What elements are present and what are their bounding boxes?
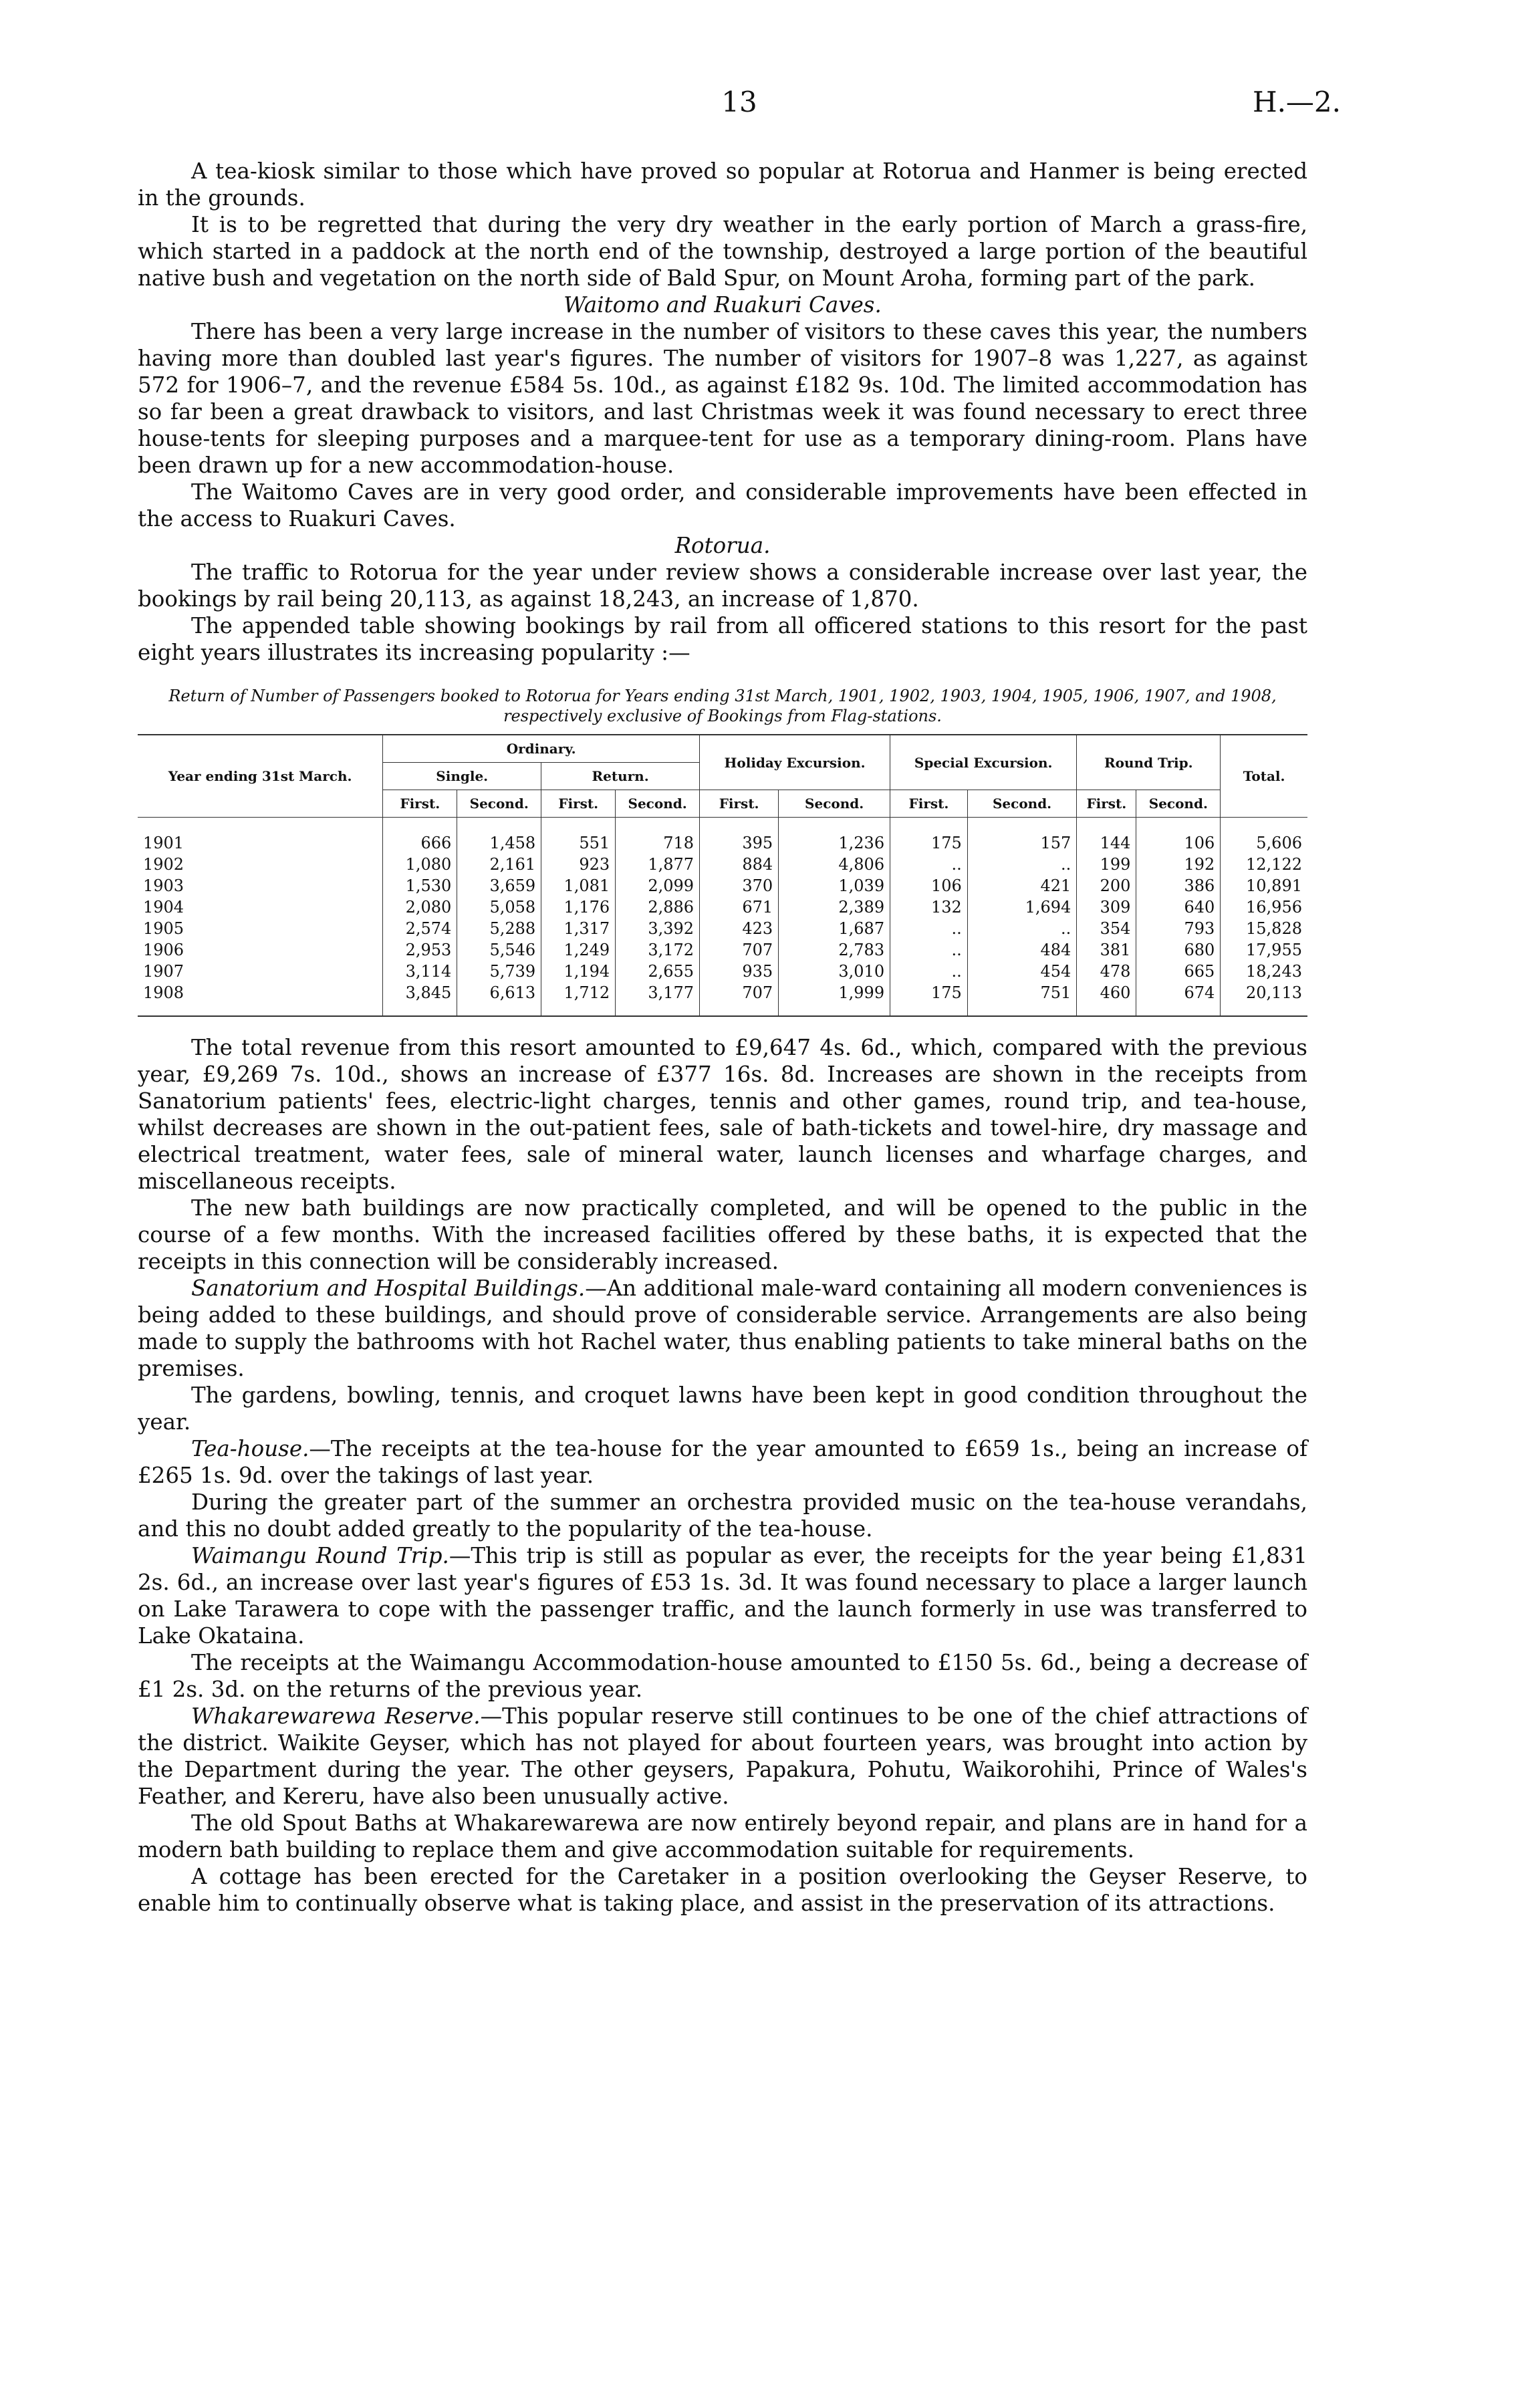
paragraph: The new bath buildings are now practically completed, and will be opened to the public in the course of a few months. With the increased facilities offered by these baths, it is expected that the receipts in this connection will be considerably increased.: [138, 1195, 1307, 1274]
table-row: [138, 982, 1307, 1016]
table-cell: ..: [967, 854, 1077, 875]
year-cell: 1906: [138, 939, 383, 961]
table-cell: 935: [700, 961, 779, 982]
total-cell: 5,606: [1221, 818, 1307, 854]
column-header-first: First.: [383, 790, 457, 818]
year-cell: 1905: [138, 918, 383, 939]
column-header-second: Second.: [779, 790, 890, 818]
paragraph: The appended table showing bookings by rail from all officered stations to this resort for the past eight years illustrates its increasing popularity :—: [138, 613, 1307, 665]
paragraph: A tea-kiosk similar to those which have proved so popular at Rotorua and Hanmer is being erected in the grounds.: [138, 158, 1307, 211]
table-cell: 1,317: [541, 918, 616, 939]
paragraph: The old Spout Baths at Whakarewarewa are now entirely beyond repair, and plans are in hand for a modern bath building to replace them and give accommodation suitable for requirements.: [138, 1810, 1307, 1862]
table-cell: 551: [541, 818, 616, 854]
year-cell: 1903: [138, 875, 383, 896]
page-header: [138, 86, 1341, 126]
paragraph: There has been a very large increase in the number of visitors to these caves this year, the numbers having more than doubled last year's figures. The number of visitors for 1907–8 was 1,227, as against 572 for 1906–7, and the revenue £584 5s. 10d., as against £182 9s. 10d. The limited accommodation has so far been a great drawback to visitors, and last Christmas week it was found necessary to erect three house-tents for sleeping purposes and a marquee-tent for use as a temporary dining-room. Plans have been drawn up for a new accommodation-house.: [138, 319, 1307, 478]
column-header-holiday: Holiday Excursion.: [700, 735, 890, 790]
table-cell: 680: [1136, 939, 1221, 961]
table-row: [138, 918, 1307, 939]
document-body: [138, 158, 1307, 1917]
table-cell: 2,161: [457, 854, 541, 875]
table-cell: 1,081: [541, 875, 616, 896]
table-cell: 1,530: [383, 875, 457, 896]
table-cell: 2,886: [616, 896, 700, 918]
paragraph-lead: Sanatorium and Hospital Buildings.: [191, 1276, 586, 1301]
table-cell: 200: [1077, 875, 1136, 896]
table-cell: 132: [890, 896, 968, 918]
table-cell: 2,655: [616, 961, 700, 982]
table-cell: 5,288: [457, 918, 541, 939]
paragraph-text: —The receipts at the tea-house for the year amounted to £659 1s., being an increase of £265 1s. 9d. over the takings of last year.: [138, 1436, 1307, 1488]
table-cell: 484: [967, 939, 1077, 961]
paragraph-text: —This trip is still as popular as ever, the receipts for the year being £1,831 2s. 6d., an increase over last year's figures of £53 1s. 3d. It was found necessary to place a larger launch on Lake Tarawera to cope with the passenger traffic, and the launch formerly in use was transferred to Lake Okataina.: [138, 1543, 1307, 1649]
column-header-first: First.: [541, 790, 616, 818]
table-body: [138, 818, 1307, 1017]
table-cell: 1,249: [541, 939, 616, 961]
total-cell: 15,828: [1221, 918, 1307, 939]
table-cell: 460: [1077, 982, 1136, 1016]
column-header-first: First.: [1077, 790, 1136, 818]
table-cell: 421: [967, 875, 1077, 896]
table-row: [138, 854, 1307, 875]
table-row: [138, 818, 1307, 854]
table-cell: 423: [700, 918, 779, 939]
table-cell: 3,659: [457, 875, 541, 896]
paragraph: [138, 1703, 1307, 1810]
section-heading: Rotorua.: [674, 533, 771, 558]
table-cell: ..: [967, 918, 1077, 939]
table-cell: 671: [700, 896, 779, 918]
table-cell: 2,574: [383, 918, 457, 939]
column-header-first: First.: [890, 790, 968, 818]
total-cell: 17,955: [1221, 939, 1307, 961]
table-cell: 5,739: [457, 961, 541, 982]
document-reference: H.—2.: [1252, 86, 1341, 118]
paragraph: The Waitomo Caves are in very good order, and considerable improvements have been effected in the access to Ruakuri Caves.: [138, 479, 1307, 531]
column-header-ordinary: Ordinary.: [383, 735, 700, 763]
table-cell: 395: [700, 818, 779, 854]
table-row: [138, 939, 1307, 961]
table-cell: 1,236: [779, 818, 890, 854]
table-cell: 5,058: [457, 896, 541, 918]
table-cell: 3,114: [383, 961, 457, 982]
table-cell: ..: [890, 961, 968, 982]
total-cell: 18,243: [1221, 961, 1307, 982]
table-cell: 192: [1136, 854, 1221, 875]
column-header-special: Special Excursion.: [890, 735, 1077, 790]
column-header-return: Return.: [541, 763, 700, 790]
table-cell: 354: [1077, 918, 1136, 939]
table-cell: 3,392: [616, 918, 700, 939]
paragraph: [138, 1275, 1307, 1382]
table-cell: 793: [1136, 918, 1221, 939]
table-cell: 454: [967, 961, 1077, 982]
table-cell: 2,389: [779, 896, 890, 918]
table-row: [138, 875, 1307, 896]
table-cell: 1,458: [457, 818, 541, 854]
table-cell: 106: [1136, 818, 1221, 854]
table-cell: 370: [700, 875, 779, 896]
paragraph: The gardens, bowling, tennis, and croquet lawns have been kept in good condition throughout the year.: [138, 1382, 1307, 1435]
table-cell: ..: [890, 918, 968, 939]
table-cell: 199: [1077, 854, 1136, 875]
table-row: [138, 896, 1307, 918]
column-header-second: Second.: [1136, 790, 1221, 818]
paragraph-text: —An additional male-ward containing all modern conveniences is being added to these buildings, and should prove of considerable service. Arrangements are also being made to supply the bathrooms with hot Rachel water, thus enabling patients to take mineral baths on the premises.: [138, 1276, 1307, 1381]
total-cell: 10,891: [1221, 875, 1307, 896]
column-header-second: Second.: [967, 790, 1077, 818]
table-cell: 707: [700, 982, 779, 1016]
table-cell: 2,099: [616, 875, 700, 896]
table-cell: 2,783: [779, 939, 890, 961]
paragraph: The traffic to Rotorua for the year under review shows a considerable increase over last year, the bookings by rail being 20,113, as against 18,243, an increase of 1,870.: [138, 560, 1307, 612]
table-cell: 157: [967, 818, 1077, 854]
table-cell: 640: [1136, 896, 1221, 918]
table-cell: 1,999: [779, 982, 890, 1016]
paragraph-lead: Tea-house.: [191, 1436, 309, 1461]
paragraph-text: —This popular reserve still continues to be one of the chief attractions of the district. Waikite Geyser, which has not played for about fourteen years, was brought into action by the Department during the year. The other geysers, Papakura, Pohutu, Waikorohihi, Prince of Wales's Feather, and Kereru, have also been unusually active.: [138, 1703, 1307, 1809]
table-cell: 5,546: [457, 939, 541, 961]
year-cell: 1902: [138, 854, 383, 875]
column-header-year: Year ending 31st March.: [138, 735, 383, 818]
table-cell: ..: [890, 854, 968, 875]
table-cell: 3,845: [383, 982, 457, 1016]
column-header-single: Single.: [383, 763, 541, 790]
table-cell: 718: [616, 818, 700, 854]
page-number: 13: [721, 86, 757, 118]
table-cell: 1,039: [779, 875, 890, 896]
table-cell: 2,953: [383, 939, 457, 961]
table-cell: 707: [700, 939, 779, 961]
year-cell: 1901: [138, 818, 383, 854]
table-cell: 1,080: [383, 854, 457, 875]
table-cell: 884: [700, 854, 779, 875]
table-caption: Return of Number of Passengers booked to Rotorua for Years ending 31st March, 1901, 1902, 1903, 1904, 1905, 1906, 1907, and 1908, respectively exclusive of Bookings from Flag-stations.: [168, 687, 1277, 725]
table-cell: 2,080: [383, 896, 457, 918]
table-row: [138, 961, 1307, 982]
table-cell: 1,687: [779, 918, 890, 939]
table-cell: 674: [1136, 982, 1221, 1016]
total-cell: 12,122: [1221, 854, 1307, 875]
table-cell: 3,177: [616, 982, 700, 1016]
table-cell: 6,613: [457, 982, 541, 1016]
paragraph-lead: Waimangu Round Trip.: [191, 1543, 449, 1568]
table-cell: 4,806: [779, 854, 890, 875]
paragraph: During the greater part of the summer an orchestra provided music on the tea-house verandahs, and this no doubt added greatly to the popularity of the tea-house.: [138, 1489, 1307, 1542]
passenger-returns-table: [138, 734, 1307, 1017]
table-cell: 1,694: [967, 896, 1077, 918]
table-cell: 751: [967, 982, 1077, 1016]
paragraph: The receipts at the Waimangu Accommodation-house amounted to £150 5s. 6d., being a decrease of £1 2s. 3d. on the returns of the previous year.: [138, 1650, 1307, 1702]
column-header-round-trip: Round Trip.: [1077, 735, 1221, 790]
table-cell: 386: [1136, 875, 1221, 896]
table-cell: 106: [890, 875, 968, 896]
year-cell: 1907: [138, 961, 383, 982]
column-header-total: Total.: [1221, 735, 1307, 818]
paragraph: A cottage has been erected for the Caretaker in a position overlooking the Geyser Reserve, to enable him to continually observe what is taking place, and assist in the preservation of its attractions.: [138, 1864, 1307, 1916]
total-cell: 20,113: [1221, 982, 1307, 1016]
column-header-second: Second.: [457, 790, 541, 818]
paragraph-lead: Whakarewarewa Reserve.: [191, 1703, 481, 1729]
table-cell: 381: [1077, 939, 1136, 961]
paragraph: The total revenue from this resort amounted to £9,647 4s. 6d., which, compared with the previous year, £9,269 7s. 10d., shows an increase of £377 16s. 8d. Increases are shown in the receipts from Sanatorium patients' fees, electric-light charges, tennis and other games, round trip, and tea-house, whilst decreases are shown in the out-patient fees, sale of bath-tickets and towel-hire, dry massage and electrical treatment, water fees, sale of mineral water, launch licenses and wharfage charges, and miscellaneous receipts.: [138, 1035, 1307, 1194]
table-cell: 1,194: [541, 961, 616, 982]
total-cell: 16,956: [1221, 896, 1307, 918]
paragraph: [138, 1435, 1307, 1489]
table-cell: 3,172: [616, 939, 700, 961]
table-cell: 1,712: [541, 982, 616, 1016]
table-cell: 175: [890, 818, 968, 854]
table-cell: ..: [890, 939, 968, 961]
table-cell: 666: [383, 818, 457, 854]
table-cell: 478: [1077, 961, 1136, 982]
table-cell: 309: [1077, 896, 1136, 918]
paragraph: It is to be regretted that during the very dry weather in the early portion of March a grass-fire, which started in a paddock at the north end of the township, destroyed a large portion of the beautiful native bush and vegetation on the north side of Bald Spur, on Mount Aroha, forming part of the park.: [138, 212, 1307, 291]
year-cell: 1908: [138, 982, 383, 1016]
table-cell: 3,010: [779, 961, 890, 982]
table-cell: 665: [1136, 961, 1221, 982]
year-cell: 1904: [138, 896, 383, 918]
column-header-second: Second.: [616, 790, 700, 818]
column-header-first: First.: [700, 790, 779, 818]
table-cell: 923: [541, 854, 616, 875]
table-cell: 1,176: [541, 896, 616, 918]
table-cell: 175: [890, 982, 968, 1016]
section-heading: Waitomo and Ruakuri Caves.: [563, 292, 882, 318]
table-cell: 1,877: [616, 854, 700, 875]
table-cell: 144: [1077, 818, 1136, 854]
paragraph: [138, 1542, 1307, 1649]
